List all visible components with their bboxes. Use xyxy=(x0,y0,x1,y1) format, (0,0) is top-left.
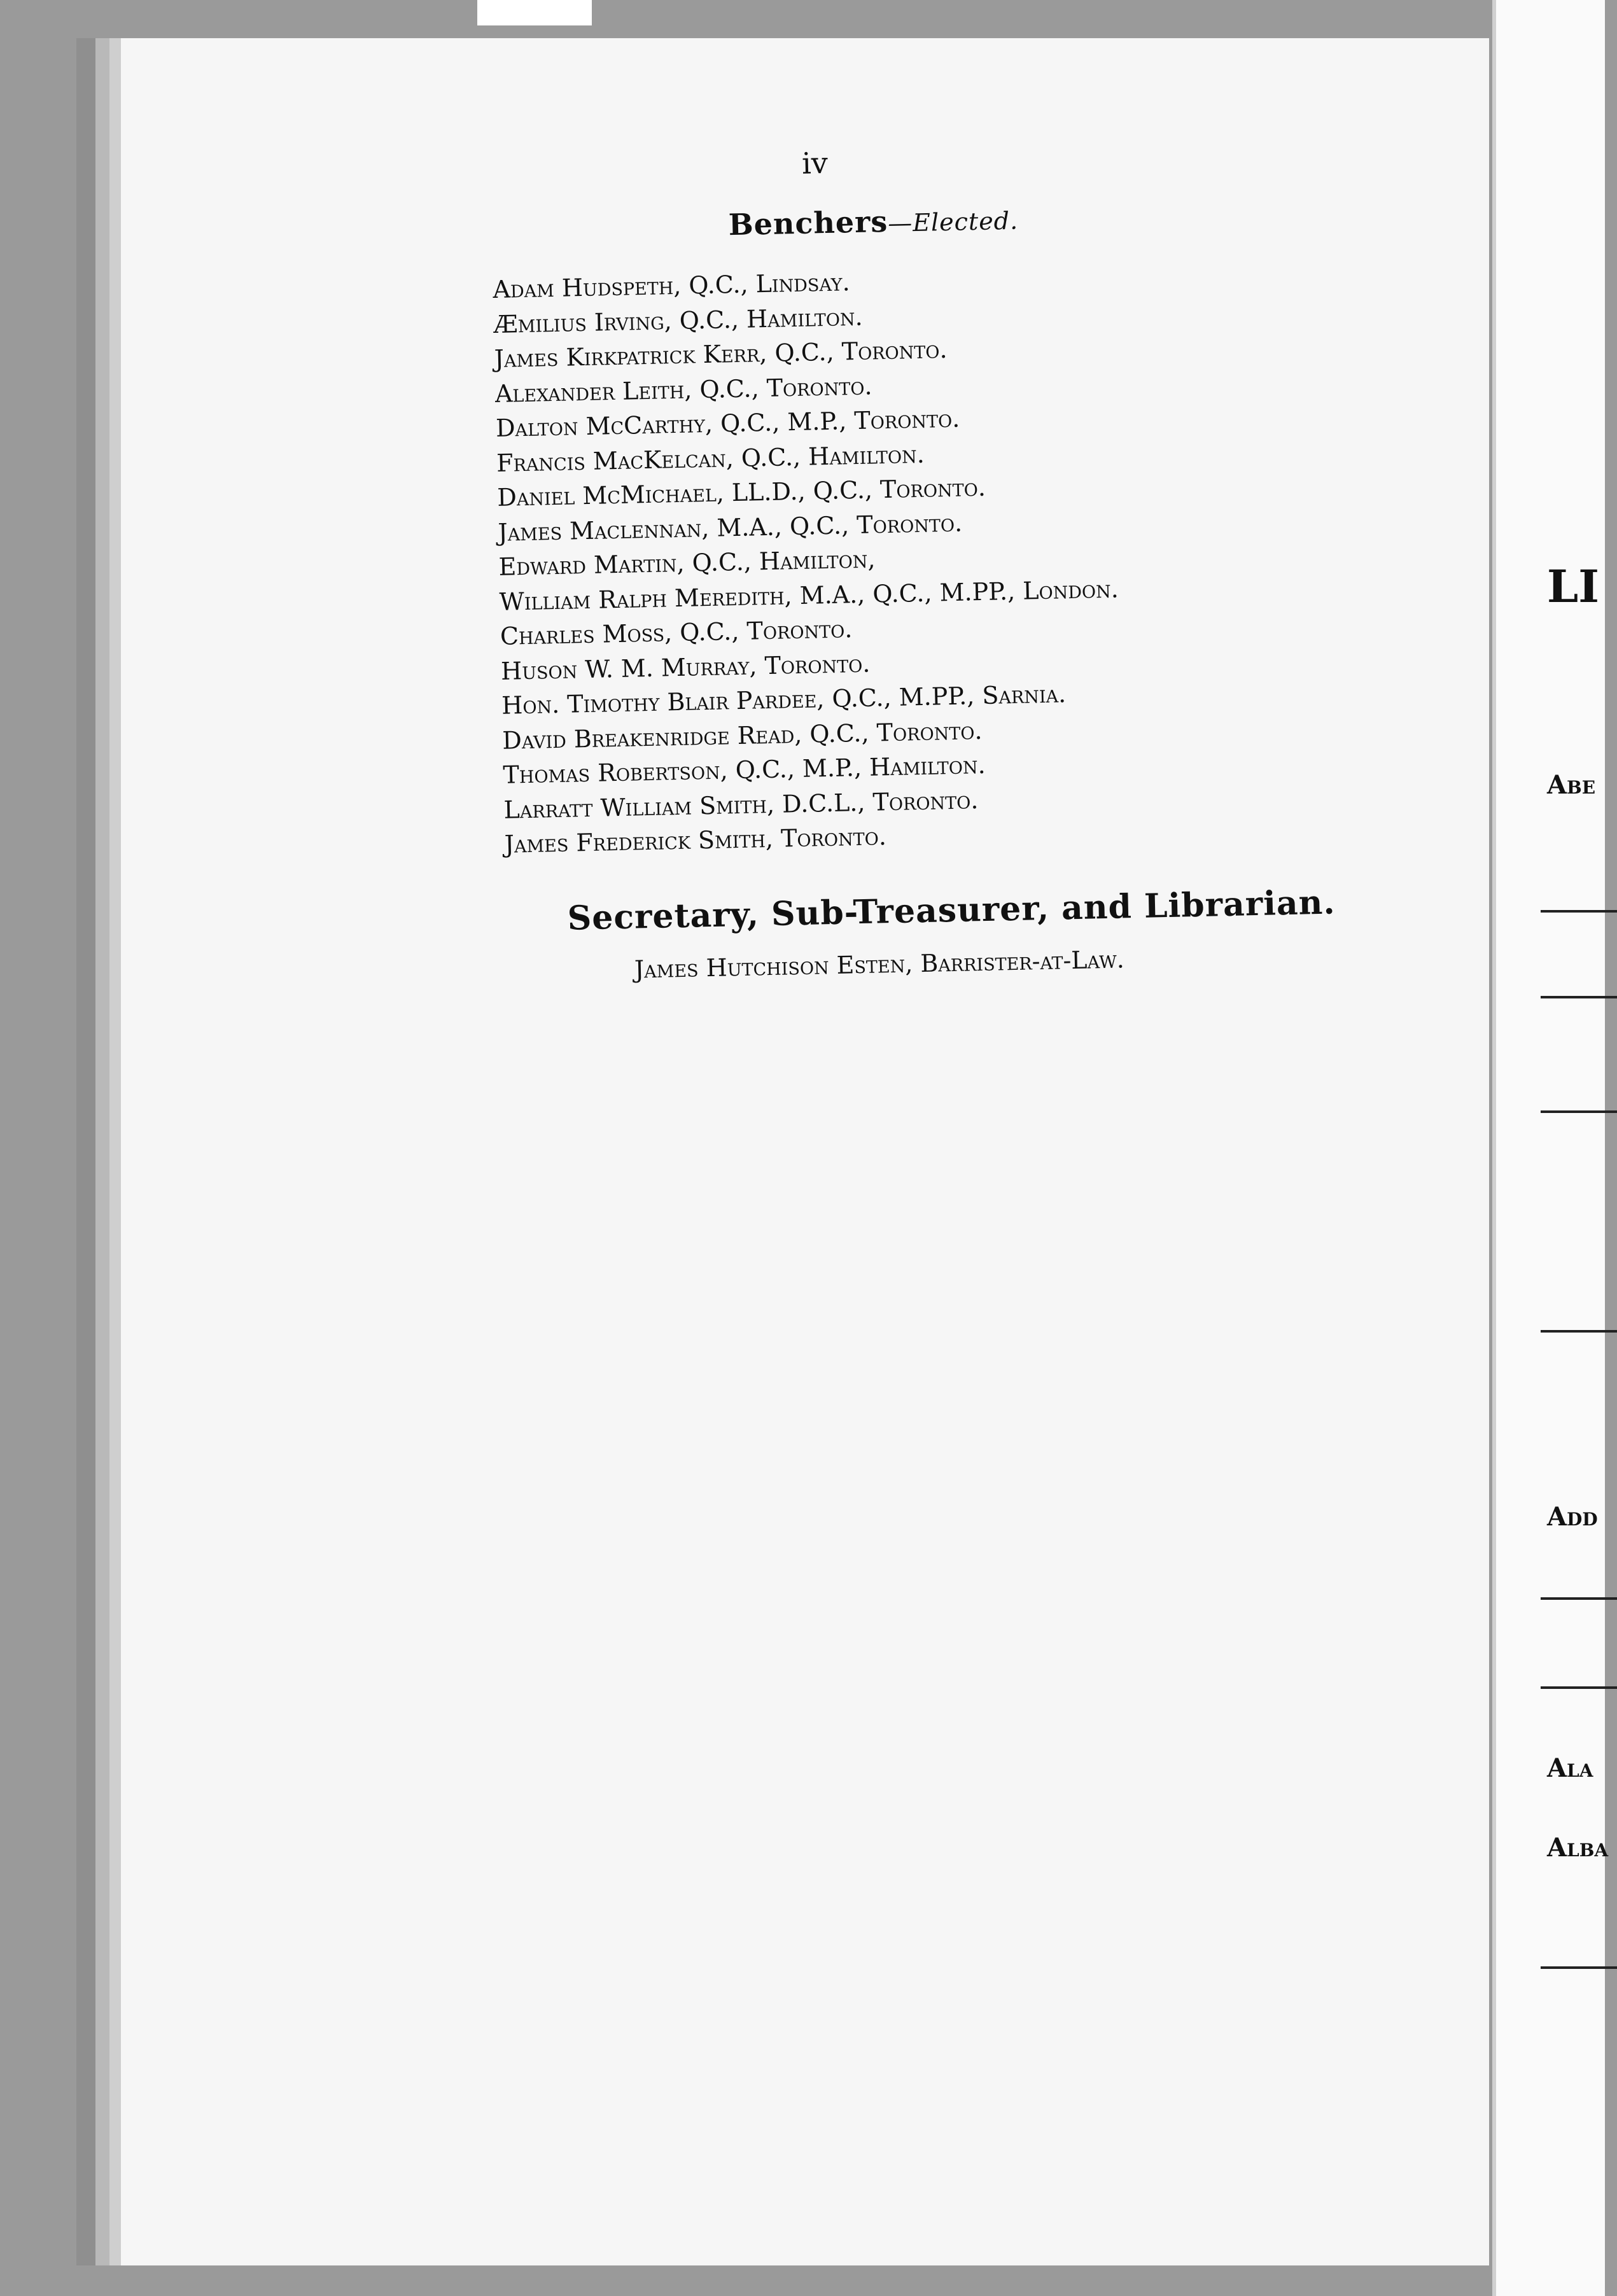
list-item: James Frederick Smith, Toronto. xyxy=(504,822,887,858)
divider-rule xyxy=(1541,1330,1617,1333)
list-item: Larratt William Smith, D.C.L., Toronto. xyxy=(503,785,979,824)
page-content xyxy=(490,134,1398,986)
list-item: William Ralph Meredith, M.A., Q.C., M.PP., London. xyxy=(499,574,1119,616)
list-item: Edward Martin, Q.C., Hamilton, xyxy=(498,545,876,581)
top-edge-strip xyxy=(477,0,592,25)
benchers-list xyxy=(493,254,1396,862)
divider-rule xyxy=(1541,996,1617,998)
divider-rule xyxy=(1541,1597,1617,1600)
benchers-title: Benchers xyxy=(728,204,888,242)
divider-rule xyxy=(1541,1686,1617,1689)
secretary-name: James Hutchison Esten, Barrister-at-Law. xyxy=(634,944,1125,984)
right-page-entry: Abe xyxy=(1547,770,1596,800)
list-item: Adam Hudspeth, Q.C., Lindsay. xyxy=(493,268,851,304)
list-item: James Kirkpatrick Kerr, Q.C., Toronto. xyxy=(494,335,948,373)
list-item: Charles Moss, Q.C., Toronto. xyxy=(500,615,853,650)
right-page-title: LI xyxy=(1547,560,1599,613)
list-item: Alexander Leith, Q.C., Toronto. xyxy=(494,372,872,408)
list-item: Thomas Robertson, Q.C., M.P., Hamilton. xyxy=(503,750,986,789)
list-item: Francis MacKelcan, Q.C., Hamilton. xyxy=(496,440,925,477)
list-item: Æmilius Irving, Q.C., Hamilton. xyxy=(493,302,863,339)
list-item: Hon. Timothy Blair Pardee, Q.C., M.PP., Sarnia. xyxy=(501,680,1067,720)
list-item: James Maclennan, M.A., Q.C., Toronto. xyxy=(498,508,963,547)
divider-rule xyxy=(1541,1110,1617,1113)
list-item: Huson W. M. Murray, Toronto. xyxy=(500,649,871,685)
secretary-heading: Secretary, Sub-Treasurer, and Librarian. xyxy=(567,882,1336,938)
divider-rule xyxy=(1541,910,1617,913)
right-page-entry: Alba xyxy=(1547,1833,1609,1863)
benchers-subtitle: —Elected. xyxy=(887,206,1019,237)
page-number: iv xyxy=(801,145,829,181)
list-item: David Breakenridge Read, Q.C., Toronto. xyxy=(501,716,983,755)
right-page-entry: Add xyxy=(1547,1502,1598,1532)
list-item: Dalton McCarthy, Q.C., M.P., Toronto. xyxy=(495,404,960,442)
list-item: Daniel McMichael, LL.D., Q.C., Toronto. xyxy=(496,473,986,512)
right-page xyxy=(1492,0,1609,2296)
right-page-entry: Ala xyxy=(1547,1753,1593,1783)
divider-rule xyxy=(1541,1966,1617,1969)
benchers-heading xyxy=(587,199,1160,245)
